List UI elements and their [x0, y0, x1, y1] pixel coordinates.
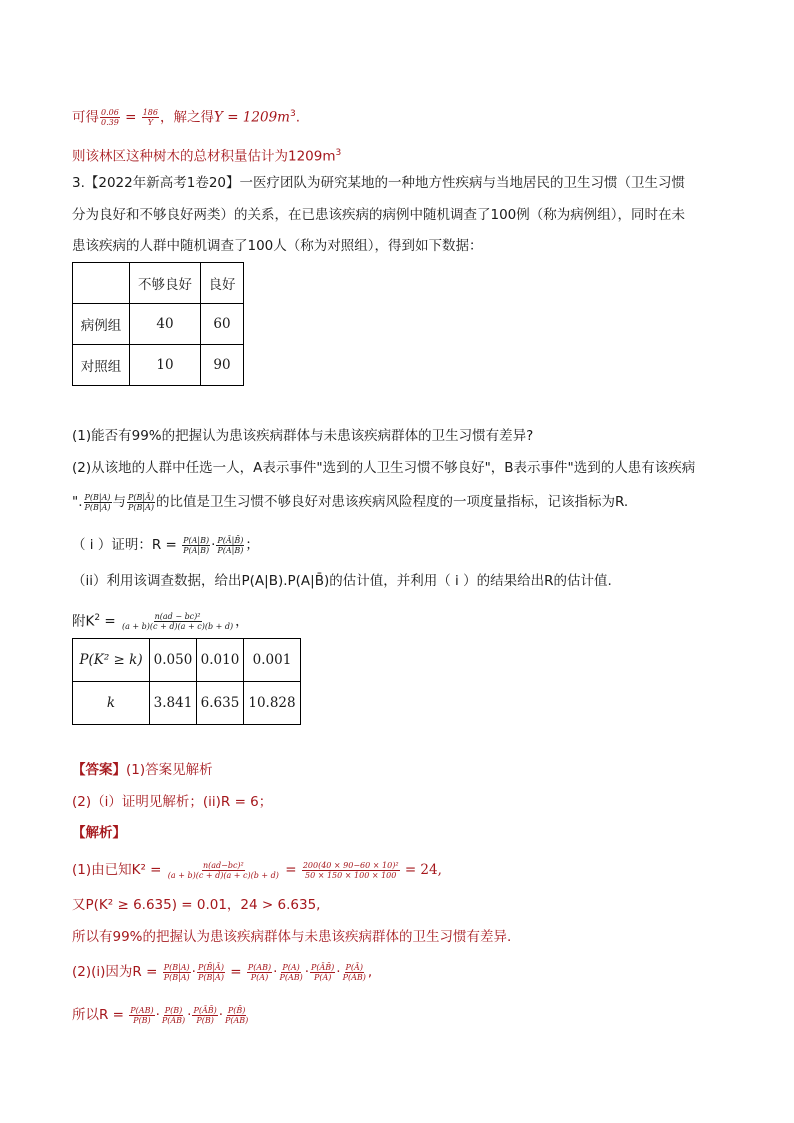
- frac-num: P(Ā): [345, 962, 363, 972]
- frac-num: P(B|A): [84, 492, 111, 502]
- frac-den: 50 × 150 × 100 × 100: [304, 870, 397, 880]
- frac-num: 186: [142, 108, 158, 117]
- frac-den: P(B|Ā): [197, 972, 224, 982]
- frac-num: P(B̄|Ā): [197, 962, 224, 972]
- equals: =: [120, 109, 141, 126]
- problem-paragraph-2: 分为良好和不够良好两类）的关系，在已患该疾病的病例中随机调查了100例（称为病例组），同时在未: [72, 207, 686, 223]
- table-cell: 3.841: [150, 682, 197, 725]
- frac-den: P(B): [133, 1015, 151, 1025]
- solution-step-4: (2)(i)因为R = $\frac{P(B|A)}{P(B̄|A)}$ · $\frac{P(B̄|Ā)}{P(B|Ā)}$ = $\frac{P(AB)}{P(A)}$ · $\frac{P(A)}{P(AB̄)}$ · $\frac{P(ĀB̄)}{P(Ā)}$ · $\frac{P(Ā)}{P(ĀB)}$ ,: [72, 962, 373, 982]
- table-cell: 40: [130, 304, 201, 345]
- fraction: [197, 963, 225, 982]
- table-row: [73, 639, 301, 682]
- fraction: [167, 861, 280, 880]
- frac-num: P(A|B): [183, 535, 210, 545]
- superscript: 3: [289, 109, 296, 119]
- frac-den: 0.39: [101, 118, 119, 127]
- frac-num: n(ad−bc)²: [202, 860, 244, 870]
- table-header: 不够良好: [130, 263, 201, 304]
- table-row-label: 病例组: [73, 304, 130, 345]
- superscript: 2: [94, 613, 101, 623]
- table-row: [73, 263, 244, 304]
- text-prefix: (2)(i)因为R =: [72, 964, 162, 980]
- frac-den: P(A): [250, 972, 269, 982]
- frac-num: P(ĀB̄): [311, 962, 335, 972]
- text-prefix: (1)由已知K² =: [72, 862, 166, 878]
- frac-num: P(AB): [247, 962, 272, 972]
- answer-line-1: [72, 760, 213, 780]
- text-end: ，: [235, 613, 249, 630]
- question-1: (1)能否有99%的把握认为患该疾病群体与未患该疾病群体的卫生习惯有差异?: [72, 428, 534, 444]
- table-cell: 6.635: [197, 682, 244, 725]
- fraction-2: [142, 108, 159, 127]
- frac-den: P(B|Ā): [84, 502, 111, 512]
- frac-den: (a + b)(c + d)(a + c)(b + d): [122, 622, 234, 631]
- text-prefix: 附K: [72, 613, 95, 630]
- fraction: [182, 536, 210, 555]
- problem-paragraph-3: 患该疾病的人群中随机调查了100人（称为对照组），得到如下数据：: [72, 238, 483, 254]
- table-cell: 0.001: [244, 639, 301, 682]
- table-row-label: k: [73, 682, 150, 725]
- fraction: [163, 963, 191, 982]
- frac-den: P(B̄|A): [163, 972, 190, 982]
- sub-question-i: [72, 535, 259, 555]
- frac-den: P(ĀB): [342, 972, 366, 982]
- frac-den: P(Ā|B): [183, 545, 210, 555]
- frac-den: (a + b)(c + d)(a + c)(b + d): [167, 870, 279, 880]
- question-2-line-2: [72, 492, 628, 512]
- frac-den: P(Ā): [313, 972, 332, 982]
- text-end: .: [295, 109, 300, 126]
- table-row: [73, 682, 301, 725]
- fraction: [127, 493, 155, 512]
- frac-num: 0.06: [101, 108, 119, 117]
- solution-step-1: [72, 860, 442, 880]
- frac-num: P(AB): [130, 1005, 154, 1015]
- table-cell: 10.828: [244, 682, 301, 725]
- table-row-label: 对照组: [73, 345, 130, 386]
- frac-num: n(ad − bc)²: [154, 612, 201, 621]
- analysis-tag: 【解析】: [72, 825, 126, 841]
- superscript: 3: [335, 148, 342, 158]
- frac-num: P(B|Ā): [128, 492, 154, 502]
- table-header: P(K² ≥ k): [73, 639, 150, 682]
- solution-step-5: 所以R = $\frac{P(AB)}{P(B)}$ · $\frac{P(B)}{P(ĀB)}$ · $\frac{P(ĀB̄)}{P(B̄)}$ · $\frac{P(B̄)}{P(AB̄)}$: [72, 1005, 249, 1025]
- fraction: [216, 536, 244, 555]
- fraction: [129, 1006, 154, 1025]
- answer-tag: 【答案】: [72, 762, 126, 778]
- fraction: [342, 963, 367, 982]
- fraction: [121, 612, 234, 631]
- fraction: [84, 493, 112, 512]
- fraction: [302, 861, 400, 880]
- equals: =: [280, 862, 301, 878]
- equals: =: [100, 613, 120, 630]
- solution-conclusion: [72, 143, 341, 167]
- text-prefix: ".: [72, 494, 83, 510]
- data-table: [72, 262, 244, 386]
- fraction: [310, 963, 335, 982]
- critical-value-table: [72, 638, 301, 725]
- table-cell: 0.010: [197, 639, 244, 682]
- text-prefix: 所以R =: [72, 1007, 129, 1023]
- frac-den: P(B̄): [196, 1015, 214, 1025]
- table-cell: 90: [201, 345, 244, 386]
- fraction: [247, 963, 272, 982]
- question-2-line-1: (2)从该地的人群中任选一人，A表示事件"选到的人卫生习惯不够良好"，B表示事件"选到的人患有该疾病: [72, 460, 696, 476]
- table-row: [73, 345, 244, 386]
- fraction: [224, 1006, 249, 1025]
- table-cell: 10: [130, 345, 201, 386]
- frac-den: P(ĀB): [161, 1015, 186, 1025]
- solution-line-ratio: [72, 104, 300, 128]
- frac-den: P(B̄|Ā): [128, 502, 154, 512]
- table-cell: 0.050: [150, 639, 197, 682]
- table-header: 良好: [201, 263, 244, 304]
- text-prefix: 可得: [72, 109, 99, 126]
- sub-question-ii: （ii）利用该调查数据，给出P(A|B).P(A|B̄)的估计值，并利用（ i ）的结果给出R的估计值.: [72, 573, 612, 589]
- solution-step-3: 所以有99%的把握认为患该疾病群体与未患该疾病群体的卫生习惯有差异.: [72, 929, 512, 945]
- answer-line-2: (2)（i）证明见解析；(ii)R = 6；: [72, 794, 273, 810]
- dot: ·: [211, 537, 216, 553]
- frac-num: P(A): [282, 962, 300, 972]
- frac-num: P(ĀB̄): [193, 1005, 217, 1015]
- frac-den: Y: [147, 118, 153, 127]
- fraction: [161, 1006, 186, 1025]
- text-suffix: 的比值是卫生习惯不够良好对患该疾病风险程度的一项度量指标，记该指标为R.: [155, 494, 629, 510]
- solution-step-2: 又P(K² ≥ 6.635) = 0.01，24 > 6.635,: [72, 897, 321, 913]
- text-mid: 与: [112, 494, 126, 510]
- frac-den: P(A|B̄): [217, 545, 244, 555]
- fraction: [278, 963, 303, 982]
- table-cell: [73, 263, 130, 304]
- frac-num: P(B): [164, 1005, 183, 1015]
- text-end: = 24,: [400, 862, 442, 878]
- text-prefix: （ i ）证明：R =: [72, 537, 182, 553]
- fraction: [192, 1006, 217, 1025]
- text-end: ,: [367, 964, 373, 980]
- answer-text: (1)答案见解析: [126, 762, 213, 778]
- text-end: ；: [245, 537, 259, 553]
- table-row: [73, 304, 244, 345]
- frac-num: P(B|A): [163, 962, 190, 972]
- problem-paragraph-1: 3.【2022年新高考1卷20】一医疗团队为研究某地的一种地方性疾病与当地居民的卫生习惯（卫生习惯: [72, 175, 686, 191]
- frac-num: P(B̄): [227, 1005, 246, 1015]
- conclusion-text: 则该林区这种树木的总材积量估计为1209m: [72, 148, 336, 165]
- fraction-1: [100, 108, 120, 127]
- text-mid: ，解之得: [160, 109, 214, 126]
- frac-den: P(AB̄): [225, 1015, 249, 1025]
- frac-den: P(AB̄): [279, 972, 303, 982]
- frac-num: 200(40 × 90−60 × 10)²: [302, 860, 399, 870]
- table-cell: 60: [201, 304, 244, 345]
- appendix-formula: [72, 608, 249, 632]
- result-value: Y = 1209m: [214, 109, 290, 126]
- frac-num: P(Ā|B̄): [217, 535, 244, 545]
